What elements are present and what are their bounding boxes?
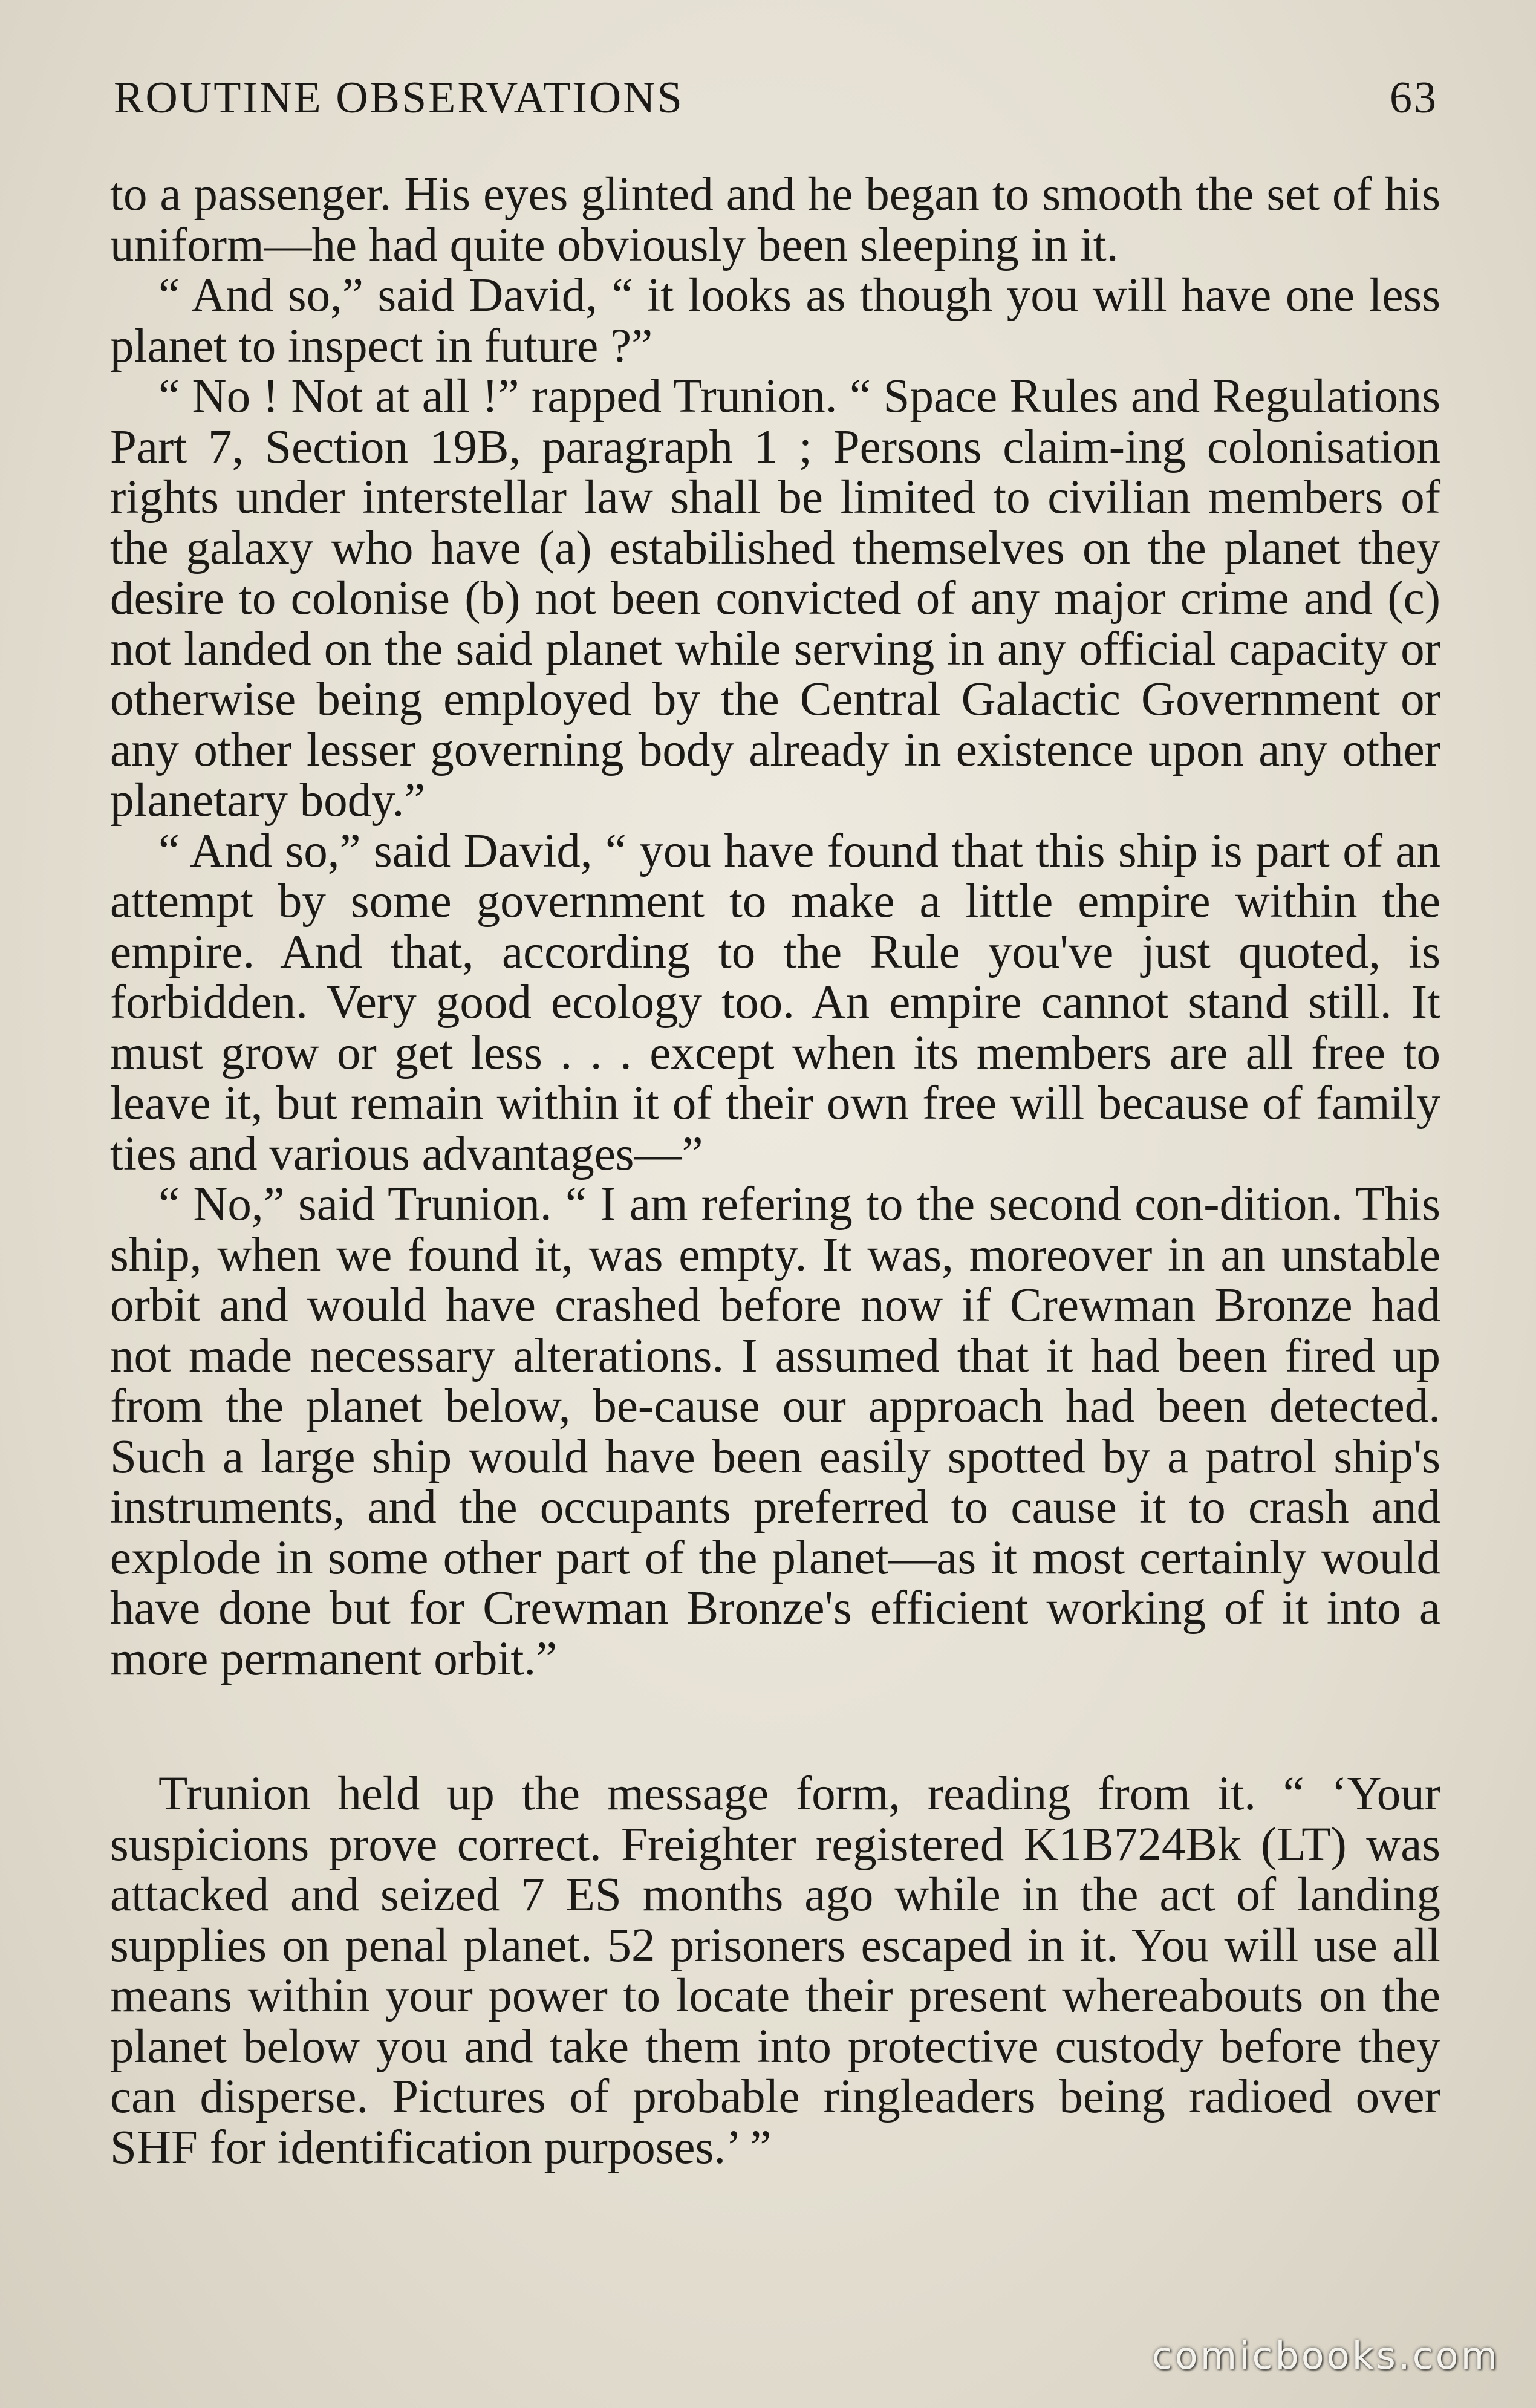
running-head <box>114 73 1438 133</box>
page-number: 63 <box>1390 73 1438 123</box>
paragraph: “ And so,” said David, “ it looks as though you will have one less planet to inspect in future ?” <box>110 269 1440 373</box>
paragraph: “ No,” said Trunion. “ I am refering to the second con-dition. This ship, when we found it, was empty. It was, moreover in an unstable orbit and would have crashed before now if Crewman Bronze had not made necessary alterations. I assumed that it had been fired up from the planet below, be-cause our approach had been detected. Such a large ship would have been easily spotted by a patrol ship's instruments, and the occupants preferred to cause it to crash and explode in some other part of the planet—as it most certainly would have done but for Crewman Bronze's efficient working of it into a more permanent orbit.” <box>110 1178 1440 1685</box>
paragraph: “ And so,” said David, “ you have found that this ship is part of an attempt by some government to make a little empire within the empire. And that, according to the Rule you've just quoted, is forbidden. Very good ecology too. An empire cannot stand still. It must grow or get less . . . except when its members are all free to leave it, but remain within it of their own free will because of family ties and various advantages—” <box>110 824 1440 1180</box>
paragraph-after-break: Trunion held up the message form, reading from it. “ ‘Your suspicions prove correct. Freighter registered K1B724Bk (LT) was attacked and seized 7 ES months ago while in the act of landing supplies on penal planet. 52 prisoners escaped in it. You will use all means within your power to locate their present whereabouts on the planet below you and take them into protective custody before they can disperse. Pictures of probable ringleaders being radioed over SHF for identification purposes.’ ” <box>110 1768 1440 2174</box>
paragraph-continued: to a passenger. His eyes glinted and he began to smooth the set of his uniform—he had quite obviously been sleeping in it. <box>110 168 1440 272</box>
watermark-logo: comicbooks.com <box>1151 2334 1500 2378</box>
body-text <box>110 169 1440 2173</box>
running-title: ROUTINE OBSERVATIONS <box>114 73 684 123</box>
paragraph: “ No ! Not at all !” rapped Trunion. “ Space Rules and Regulations Part 7, Section 19B, paragraph 1 ; Persons claim-ing colonisation rights under interstellar law shall be limited to civilian members of the galaxy who have (a) estabilished themselves on the planet they desire to colonise (b) not been convicted of any major crime and (c) not landed on the said planet while serving in any official capacity or otherwise being employed by the Central Galactic Government or any other lesser governing body already in existence upon any other planetary body.” <box>110 370 1440 827</box>
